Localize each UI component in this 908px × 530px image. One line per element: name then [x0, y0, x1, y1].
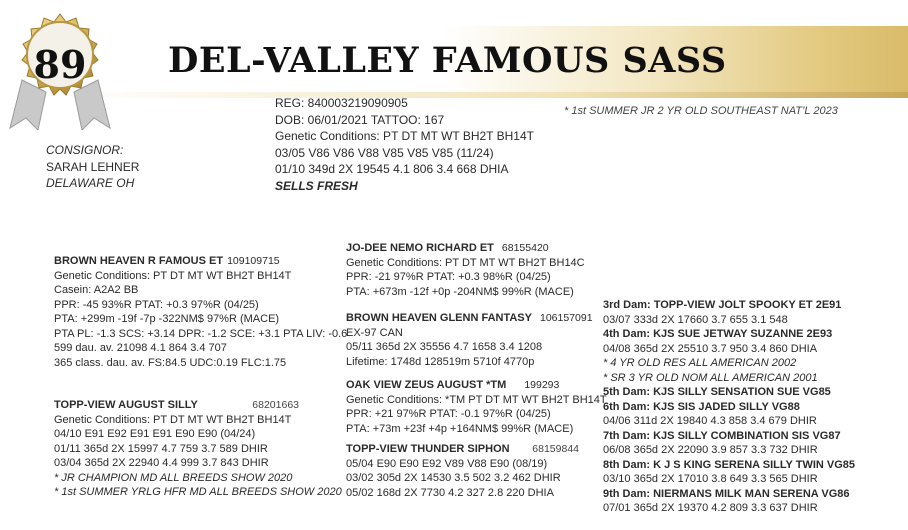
sire-dam-name: BROWN HEAVEN GLENN FANTASY: [346, 312, 532, 324]
dam-dam-line: 05/02 168d 2X 7730 4.2 327 2.8 220 DHIA: [346, 486, 554, 499]
family-dam-note: * 4 YR OLD RES ALL AMERICAN 2002: [603, 357, 797, 369]
dam-dam-line: 03/02 305d 2X 14530 3.5 502 3.2 462 DHIR: [346, 472, 561, 484]
dam-line: 04/10 E91 E92 E91 E91 E90 E90 (04/24): [54, 428, 256, 440]
sire-dam-name-line: [346, 311, 593, 326]
classification-line: 03/05 V86 V86 V88 V85 V85 V85 (11/24): [275, 145, 494, 160]
dam-line: Genetic Conditions: PT DT MT WT BH2T BH14T: [54, 413, 292, 426]
sire-line: PTA PL: -1.3 SCS: +3.14 DPR: -1.2 SCE: +3.1 PTA LIV: -0.6: [54, 327, 348, 340]
family-dam-heading: 7th Dam: KJS SILLY COMBINATION SIS VG87: [603, 429, 841, 442]
animal-name: DEL-VALLEY FAMOUS SASS: [168, 40, 727, 81]
family-dam-record: 04/08 365d 2X 25510 3.7 950 3.4 860 DHIA: [603, 342, 818, 355]
sire-sire-name-line: [346, 241, 585, 256]
sells-line: SELLS FRESH: [275, 178, 358, 193]
family-dam-record: 07/01 365d 2X 19370 4.2 809 3.3 637 DHIR: [603, 502, 818, 514]
dam-dam-reg: 68159844: [532, 443, 579, 455]
consignor-label: CONSIGNOR:: [46, 143, 124, 157]
family-dam-heading: 3rd Dam: TOPP-VIEW JOLT SPOOKY ET 2E91: [603, 299, 842, 311]
family-dam-record: 04/06 311d 2X 19840 4.3 858 3.4 679 DHIR: [603, 415, 817, 427]
consignor-block: [46, 142, 139, 192]
dam-block: [54, 398, 342, 500]
dam-sire-line: PTA: +73m +23f +4p +164NM$ 99%R (MACE): [346, 422, 574, 435]
sire-sire-block: [346, 241, 585, 299]
lot-number: 89: [33, 42, 87, 87]
sire-name-line: [54, 254, 347, 269]
sire-dam-line: EX-97 CAN: [346, 326, 403, 339]
family-dam-heading: 5th Dam: KJS SILLY SENSATION SUE VG85: [603, 386, 831, 398]
dam-sire-name-line: [346, 378, 607, 393]
animal-info: [275, 95, 534, 194]
dam-dam-name: TOPP-VIEW THUNDER SIPHON: [346, 443, 510, 455]
dam-dam-block: [346, 442, 579, 500]
sire-reg: 109109715: [227, 255, 280, 267]
dam-sire-line: PPR: +21 97%R PTAT: -0.1 97%R (04/25): [346, 408, 551, 420]
dam-dam-line: 05/04 E90 E90 E92 V89 V88 E90 (08/19): [346, 457, 548, 470]
sire-sire-name: JO-DEE NEMO RICHARD ET: [346, 242, 494, 254]
consignor-name: SARAH LEHNER: [46, 159, 140, 174]
family-dam-heading: 8th Dam: K J S KING SERENA SILLY TWIN VG85: [603, 458, 856, 471]
dob-line: DOB: 06/01/2021 TATTOO: 167: [275, 112, 445, 127]
family-dam-heading: 9th Dam: NIERMANS MILK MAN SERENA VG86: [603, 487, 850, 500]
family-dam-heading: 6th Dam: KJS SIS JADED SILLY VG88: [603, 400, 800, 413]
reg-line: REG: 840003219090905: [275, 96, 408, 110]
sire-dam-line: 05/11 365d 2X 35556 4.7 1658 3.4 1208: [346, 341, 543, 353]
sire-sire-line: Genetic Conditions: PT DT MT WT BH2T BH14C: [346, 256, 585, 269]
maternal-family: [603, 298, 855, 516]
sire-name: BROWN HEAVEN R FAMOUS ET: [54, 255, 224, 267]
sire-line: Genetic Conditions: PT DT MT WT BH2T BH14T: [54, 269, 292, 282]
dam-line: 03/04 365d 2X 22940 4.4 999 3.7 843 DHIR: [54, 457, 269, 469]
dam-sire-name: OAK VIEW ZEUS AUGUST *TM: [346, 379, 507, 391]
sire-line: 365 class. dau. av. FS:84.5 UDC:0.19 FLC:1.75: [54, 356, 287, 369]
family-dam-record: 03/07 333d 2X 17660 3.7 655 3.1 548: [603, 313, 788, 326]
sire-line: PTA: +299m -19f -7p -322NM$ 97%R (MACE): [54, 313, 280, 325]
dam-note: * 1st SUMMER YRLG HFR MD ALL BREEDS SHOW 2020: [54, 486, 342, 498]
dam-sire-line: Genetic Conditions: *TM PT DT MT WT BH2T BH14T: [346, 393, 607, 406]
dam-note: * JR CHAMPION MD ALL BREEDS SHOW 2020: [54, 471, 293, 484]
genetic-line: Genetic Conditions: PT DT MT WT BH2T BH14T: [275, 129, 534, 143]
dam-reg: 68201663: [252, 399, 299, 411]
family-dam-note: * SR 3 YR OLD NOM ALL AMERICAN 2001: [603, 371, 818, 384]
record-line: 01/10 349d 2X 19545 4.1 806 3.4 668 DHIA: [275, 162, 509, 176]
award-note: * 1st SUMMER JR 2 YR OLD SOUTHEAST NAT’L 2023: [564, 105, 838, 117]
consignor-location: DELAWARE OH: [46, 176, 135, 190]
dam-name-line: [54, 398, 299, 413]
dam-sire-reg: 199293: [524, 379, 560, 391]
sire-line: 599 dau. av. 21098 4.1 864 3.4 707: [54, 342, 227, 354]
sire-line: Casein: A2A2 BB: [54, 284, 139, 296]
dam-name: TOPP-VIEW AUGUST SILLY: [54, 399, 198, 411]
dam-line: 01/11 365d 2X 15997 4.7 759 3.7 589 DHIR: [54, 442, 268, 455]
sire-line: PPR: -45 93%R PTAT: +0.3 97%R (04/25): [54, 298, 259, 311]
sire-dam-reg: 106157091: [540, 312, 593, 324]
sire-sire-line: PPR: -21 97%R PTAT: +0.3 98%R (04/25): [346, 271, 551, 283]
family-dam-record: 06/08 365d 2X 22090 3.9 857 3.3 732 DHIR: [603, 444, 818, 456]
dam-dam-name-line: [346, 442, 579, 457]
sire-dam-block: [346, 311, 593, 369]
sire-dam-line: Lifetime: 1748d 128519m 5710f 4770p: [346, 355, 535, 368]
dam-sire-block: [346, 378, 607, 436]
sire-sire-reg: 68155420: [501, 242, 549, 254]
sire-block: [54, 254, 347, 370]
sire-sire-line: PTA: +673m -12f +0p -204NM$ 99%R (MACE): [346, 285, 574, 298]
family-dam-record: 03/10 365d 2X 17010 3.8 649 3.3 565 DHIR: [603, 473, 818, 485]
family-dam-heading: 4th Dam: KJS SUE JETWAY SUZANNE 2E93: [603, 328, 833, 340]
